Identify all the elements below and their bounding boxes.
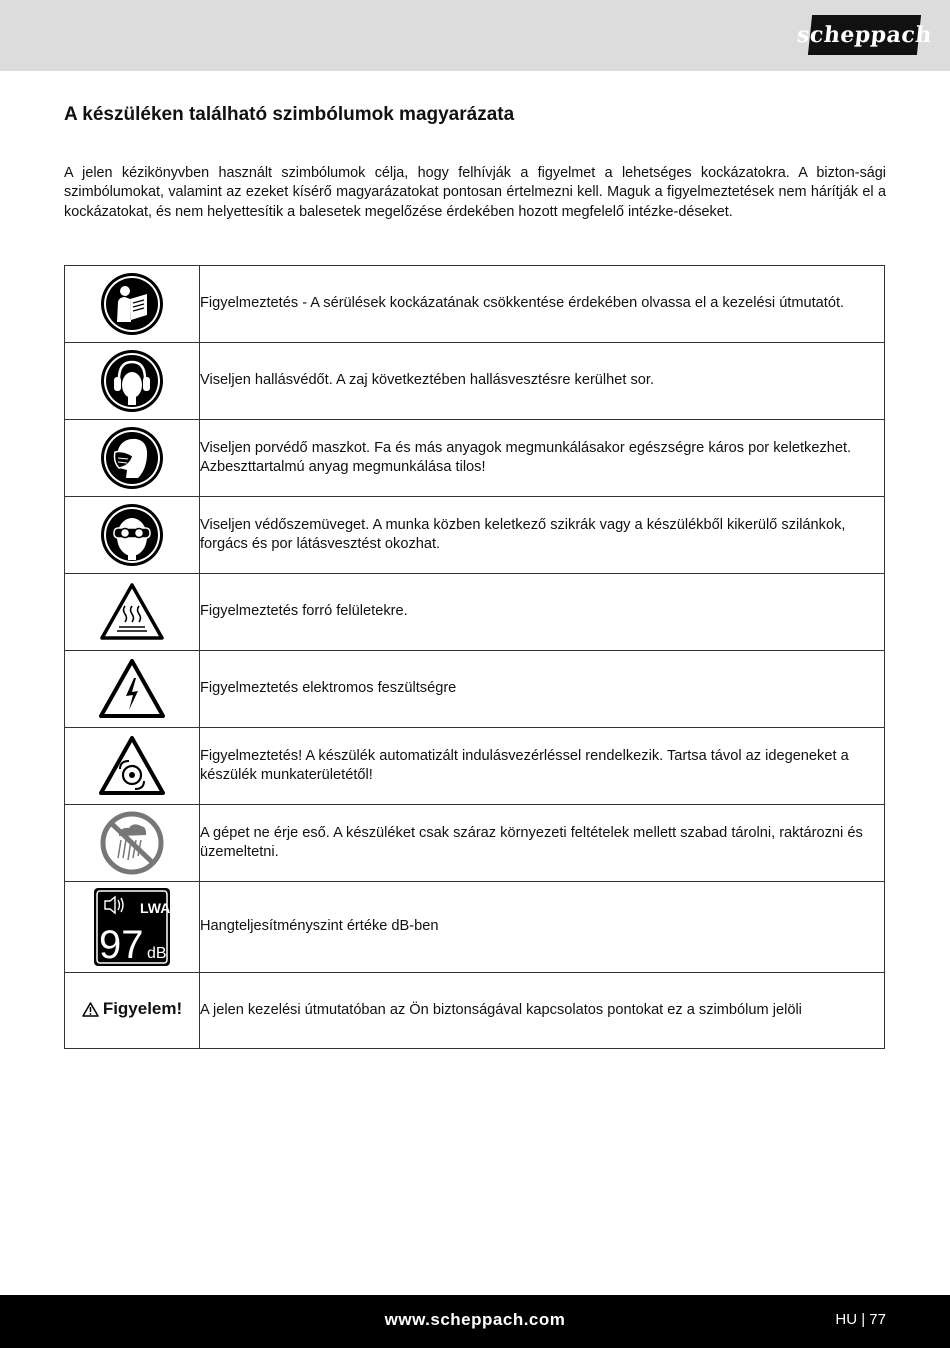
symbol-description: Figyelmeztetés forró felületekre. [200, 574, 885, 651]
page-number: HU | 77 [835, 1311, 886, 1328]
table-row [65, 973, 885, 1049]
warning-triangle-icon [82, 1002, 99, 1017]
intro-paragraph: A jelen kézikönyvben használt szimbólumok célja, hogy felhívják a figyelmet a lehetséges kockázatokra. A bizton-sági szimbólumokat, valamint az ezeket kísérő magyarázatokat pontosan értelmezni kell. Maguk a figyelmeztetések nem hárítják el a kockázatokat, és nem helyettesítik a balesetek megelőzése érdekében hozott megfelelő intézke-déseket. [64, 165, 886, 220]
page-title: A készüléken található szimbólumok magyarázata [64, 104, 515, 125]
table-row [65, 728, 885, 805]
warning-label-text: Figyelem! [102, 999, 183, 1019]
symbol-description: A jelen kezelési útmutatóban az Ön biztonságával kapcsolatos pontokat ez a szimbólum jelöli [200, 973, 885, 1049]
ear-protection-icon [100, 349, 164, 413]
table-row [65, 420, 885, 497]
table-row [65, 266, 885, 343]
table-row [65, 805, 885, 882]
read-manual-icon [100, 272, 164, 336]
table-row [65, 574, 885, 651]
table-row [65, 343, 885, 420]
table-row [65, 497, 885, 574]
footer-url[interactable]: www.scheppach.com [384, 1310, 566, 1329]
lwa-label: LWA [140, 900, 171, 916]
symbol-description: Figyelmeztetés elektromos feszültségre [200, 651, 885, 728]
symbol-description: Viseljen porvédő maszkot. Fa és más anyagok megmunkálásakor egészségre káros por keletkezhet. Azbeszttartalmú anyag megmunkálása tilos! [200, 420, 885, 497]
scheppach-logo: scheppach [808, 15, 921, 55]
symbol-description: Hangteljesítményszint értéke dB-ben [200, 882, 885, 973]
dust-mask-icon [100, 426, 164, 490]
safety-goggles-icon [100, 503, 164, 567]
table-row [65, 882, 885, 973]
sound-power-level-icon [93, 887, 171, 967]
no-rain-icon [99, 810, 165, 876]
electric-voltage-warning-icon [98, 658, 166, 720]
automatic-start-warning-icon [98, 735, 166, 797]
symbol-description: Figyelmeztetés! A készülék automatizált indulásvezérléssel rendelkezik. Tartsa távol az idegeneket a készülék munkaterületétől! [200, 728, 885, 805]
symbol-description: Viseljen hallásvédőt. A zaj következtében hallásvesztésre kerülhet sor. [200, 343, 885, 420]
symbol-description: A gépet ne érje eső. A készüléket csak száraz környezeti feltételek mellett szabad tárolni, raktározni és üzemeltetni. [200, 805, 885, 882]
symbols-table [64, 265, 885, 1049]
hot-surface-warning-icon [99, 582, 165, 642]
db-value: 97 [99, 923, 144, 967]
db-unit: dB [147, 945, 167, 962]
warning-label [82, 999, 182, 1019]
table-row [65, 651, 885, 728]
symbol-description: Viseljen védőszemüveget. A munka közben keletkező szikrák vagy a készülékből kikerülő szilánkok, forgács és por látásvesztést okozhat. [200, 497, 885, 574]
symbol-description: Figyelmeztetés - A sérülések kockázatának csökkentése érdekében olvassa el a kezelési útmutatót. [200, 266, 885, 343]
footer [0, 1295, 950, 1348]
